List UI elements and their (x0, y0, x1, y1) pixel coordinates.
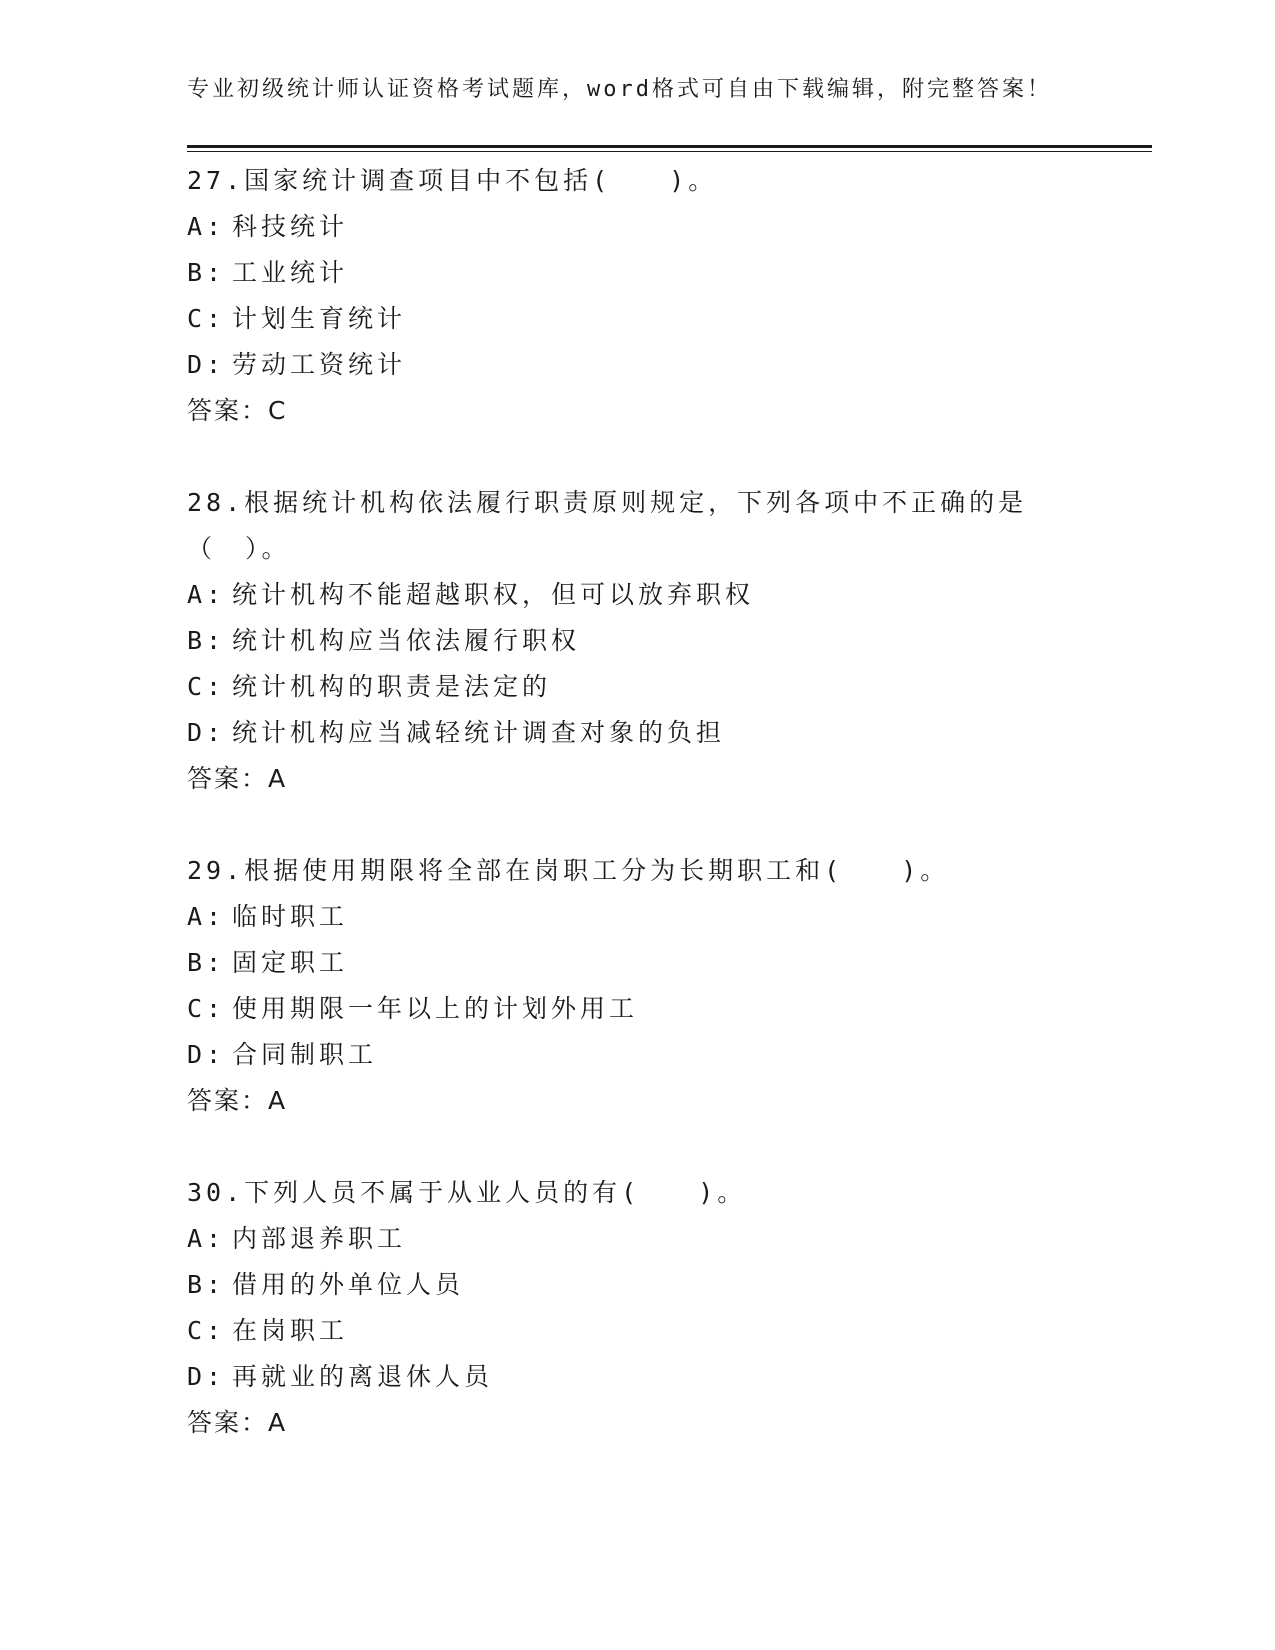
option-text: 合同制职工 (232, 1040, 378, 1069)
option-letter: D: (187, 350, 226, 379)
question-28 (187, 480, 1057, 802)
option-a (187, 894, 1057, 940)
option-letter: A: (187, 902, 226, 931)
answer-line: 答案：C (187, 396, 288, 425)
option-text: 科技统计 (232, 212, 349, 241)
header-rule-thick (187, 145, 1152, 148)
option-letter: D: (187, 1040, 226, 1069)
option-d (187, 710, 1057, 756)
option-text: 计划生育统计 (232, 304, 407, 333)
option-letter: C: (187, 994, 226, 1023)
option-text: 在岗职工 (232, 1316, 349, 1345)
option-b (187, 618, 1057, 664)
option-text: 工业统计 (232, 258, 349, 287)
option-text: 借用的外单位人员 (232, 1270, 465, 1299)
option-d (187, 342, 1057, 388)
question-stem: 30.下列人员不属于从业人员的有( )。 (187, 1178, 747, 1207)
header-rule-thin (187, 151, 1152, 152)
question-stem: 28.根据统计机构依法履行职责原则规定，下列各项中不正确的是（ ）。 (187, 488, 1028, 563)
option-a (187, 572, 1057, 618)
option-text: 劳动工资统计 (232, 350, 407, 379)
option-letter: B: (187, 948, 226, 977)
option-text: 统计机构的职责是法定的 (232, 672, 552, 701)
option-text: 使用期限一年以上的计划外用工 (232, 994, 639, 1023)
option-text: 临时职工 (232, 902, 349, 931)
option-letter: C: (187, 672, 226, 701)
answer-line: 答案：A (187, 1086, 288, 1115)
option-b (187, 1262, 1057, 1308)
option-text: 内部退养职工 (232, 1224, 407, 1253)
option-d (187, 1354, 1057, 1400)
option-letter: D: (187, 718, 226, 747)
option-c (187, 296, 1057, 342)
option-text: 统计机构应当依法履行职权 (232, 626, 581, 655)
page-header: 专业初级统计师认证资格考试题库，word格式可自由下载编辑，附完整答案！ (187, 77, 1052, 102)
answer-line: 答案：A (187, 764, 288, 793)
option-text: 统计机构应当减轻统计调查对象的负担 (232, 718, 726, 747)
question-27 (187, 158, 1057, 434)
question-stem: 27.国家统计调查项目中不包括( )。 (187, 166, 718, 195)
option-letter: C: (187, 304, 226, 333)
option-b (187, 250, 1057, 296)
option-letter: B: (187, 258, 226, 287)
question-29 (187, 848, 1057, 1124)
option-text: 再就业的离退休人员 (232, 1362, 494, 1391)
option-d (187, 1032, 1057, 1078)
option-a (187, 1216, 1057, 1262)
option-text: 统计机构不能超越职权，但可以放弃职权 (232, 580, 755, 609)
option-text: 固定职工 (232, 948, 349, 977)
option-b (187, 940, 1057, 986)
option-letter: A: (187, 580, 226, 609)
option-c (187, 1308, 1057, 1354)
option-letter: C: (187, 1316, 226, 1345)
answer-line: 答案：A (187, 1408, 288, 1437)
option-letter: A: (187, 212, 226, 241)
option-a (187, 204, 1057, 250)
option-letter: D: (187, 1362, 226, 1391)
option-letter: B: (187, 626, 226, 655)
option-letter: A: (187, 1224, 226, 1253)
question-stem: 29.根据使用期限将全部在岗职工分为长期职工和( )。 (187, 856, 950, 885)
option-c (187, 664, 1057, 710)
question-list (187, 158, 1057, 1492)
option-c (187, 986, 1057, 1032)
option-letter: B: (187, 1270, 226, 1299)
question-30 (187, 1170, 1057, 1446)
